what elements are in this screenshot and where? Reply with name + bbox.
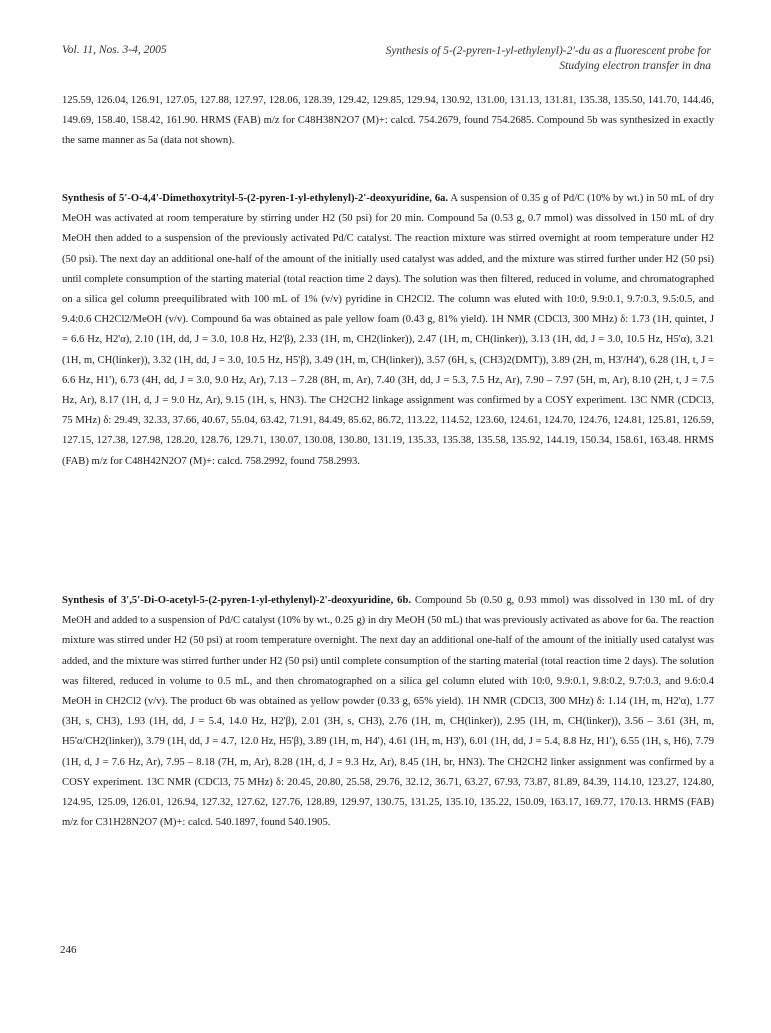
section-6b-title: Synthesis of 3',5'-Di-O-acetyl-5-(2-pyren-1-yl-ethylenyl)-2'-deoxyuridine, 6b. — [62, 595, 411, 606]
page-number: 246 — [60, 944, 77, 956]
running-header-title-line2: Studying electron transfer in dna — [559, 60, 711, 72]
section-6a-paragraph — [62, 189, 714, 472]
running-header-title — [386, 44, 711, 74]
continued-paragraph-text: 125.59, 126.04, 126.91, 127.05, 127.88, 127.97, 128.06, 128.39, 129.42, 129.85, 129.94, 130.92, 131.00, 131.13, 131.81, 135.38, 135.50, 141.70, 144.46, 149.69, 158.40, 158.42, 161.90. HRMS (FAB) m/z for C48H38N2O7 (M)+: calcd. 754.2679, found 754.2685. Compound 5b was synthesized in exactly the same manner as 5a (data not shown). — [62, 95, 714, 147]
running-header-title-line1: Synthesis of 5-(2-pyren-1-yl-ethylenyl)-2'-du as a fluorescent probe for — [385, 45, 711, 57]
running-header-journal: Vol. 11, Nos. 3-4, 2005 — [62, 44, 167, 56]
section-6b — [62, 591, 714, 833]
section-6a-title: Synthesis of 5'-O-4,4'-Dimethoxytrityl-5-(2-pyren-1-yl-ethylenyl)-2'-deoxyuridine, 6a. — [62, 193, 449, 204]
section-6a — [62, 189, 714, 472]
section-6b-paragraph — [62, 591, 714, 833]
continued-paragraph — [62, 91, 714, 152]
section-6b-body: Compound 5b (0.50 g, 0.93 mmol) was dissolved in 130 mL of dry MeOH and added to a suspension of Pd/C catalyst (10% by wt., 0.25 g) in dry MeOH (50 mL) that was previously activated as above for 6a. The reaction mixture was stirred under H2 (50 psi) at room temperature overnight. The next day an additional one-half of the amount of the initially used catalyst was added, and the mixture was stirred further under H2 (50 psi) until complete consumption of the starting material (total reaction time 2 days). The solution was filtered, reduced in volume to 0.5 mL, and then chromatographed on a silica gel column eluted with 10:0, 9.9:0.1, 9.8:0.2, 9.7:0.3, and 9.6:0.4 MeOH in CH2Cl2 (v/v). The product 6b was obtained as yellow powder (0.33 g, 65% yield). 1H NMR (CDCl3, 300 MHz) δ: 1.14 (1H, m, H2'α), 1.77 (3H, s, CH3), 1.93 (1H, dd, J = 5.4, 14.0 Hz, H2'β), 2.01 (3H, s, CH3), 2.76 (1H, m, CH(linker)), 2.95 (1H, m, CH(linker)), 3.56 – 3.61 (3H, m, H5'α/CH2(linker)), 3.79 (1H, dd, J = 4.7, 12.0 Hz, H5'β), 3.89 (1H, m, H4'), 4.61 (1H, m, H3'), 6.01 (1H, dd, J = 5.4, 8.8 Hz, H1'), 6.55 (1H, s, H6), 7.79 (1H, d, J = 7.6 Hz, Ar), 7.95 – 8.18 (7H, m, Ar), 8.28 (1H, d, J = 9.3 Hz, Ar), 8.45 (1H, br, HN3). The CH2CH2 linker assignment was confirmed by a COSY experiment. 13C NMR (CDCl3, 75 MHz) δ: 20.45, 20.80, 25.58, 29.76, 32.12, 36.71, 63.27, 67.93, 73.87, 81.89, 84.39, 114.10, 123.27, 124.80, 124.95, 125.09, 126.01, 126.94, 127.32, 127.62, 127.76, 128.89, 129.97, 130.75, 131.25, 135.10, 135.22, 150.09, 163.17, 169.77, 170.13. HRMS (FAB) m/z for C31H28N2O7 (M)+: calcd. 540.1897, found 540.1905. — [62, 595, 715, 829]
section-6a-body: A suspension of 0.35 g of Pd/C (10% by wt.) in 50 mL of dry MeOH was activated at room temperature by stirring under H2 (50 psi) for 20 min. Compound 5a (0.53 g, 0.7 mmol) was dissolved in 150 mL of dry MeOH then added to a suspension of the previously activated Pd/C catalyst. The reaction mixture was stirred overnight at room temperature under H2 (50 psi). The next day an additional one-half of the amount of the initially used catalyst was added, and the mixture was stirred further under H2 (50 psi) until complete consumption of the starting material (total reaction time 2 days). The solution was then filtered, reduced in volume, and chromatographed on a silica gel column preequilibrated with 100 mL of 1% (v/v) pyridine in CH2Cl2. The column was eluted with 10:0, 9.9:0.1, 9.7:0.3, 9.5:0.5, and 9.4:0.6 CH2Cl2/MeOH (v/v). Compound 6a was obtained as pale yellow foam (0.43 g, 81% yield). 1H NMR (CDCl3, 300 MHz) δ: 1.73 (1H, quintet, J = 6.6 Hz, H2'α), 2.10 (1H, dd, J = 3.0, 10.8 Hz, H2'β), 2.33 (1H, m, CH2(linker)), 2.47 (1H, m, CH(linker)), 3.13 (1H, dd, J = 3.0, 10.5 Hz, H5'α), 3.21 (1H, m, CH(linker)), 3.32 (1H, dd, J = 3.0, 10.5 Hz, H5'β), 3.49 (1H, m, CH(linker)), 3.57 (6H, s, (CH3)2(DMT)), 3.89 (2H, m, H3'/H4'), 6.28 (1H, t, J = 6.6 Hz, H1'), 6.73 (4H, dd, J = 3.0, 9.0 Hz, Ar), 7.13 – 7.28 (8H, m, Ar), 7.40 (3H, dd, J = 5.3, 7.5 Hz, Ar), 7.90 – 7.97 (5H, m, Ar), 8.10 (2H, t, J = 7.5 Hz, Ar), 8.17 (1H, d, J = 9.0 Hz, Ar), 9.15 (1H, s, HN3). The CH2CH2 linkage assignment was confirmed by a COSY experiment. 13C NMR (CDCl3, 75 MHz) δ: 29.49, 32.33, 37.66, 40.67, 55.04, 63.42, 71.91, 84.49, 85.62, 86.72, 113.22, 114.52, 123.60, 124.61, 124.70, 124.76, 124.81, 125.81, 126.59, 127.15, 127.38, 127.98, 128.20, 128.76, 129.71, 130.07, 130.08, 130.80, 131.19, 135.33, 135.38, 135.58, 135.92, 144.19, 150.34, 158.61, 163.48. HRMS (FAB) m/z for C48H42N2O7 (M)+: calcd. 758.2992, found 758.2993. — [62, 193, 715, 467]
